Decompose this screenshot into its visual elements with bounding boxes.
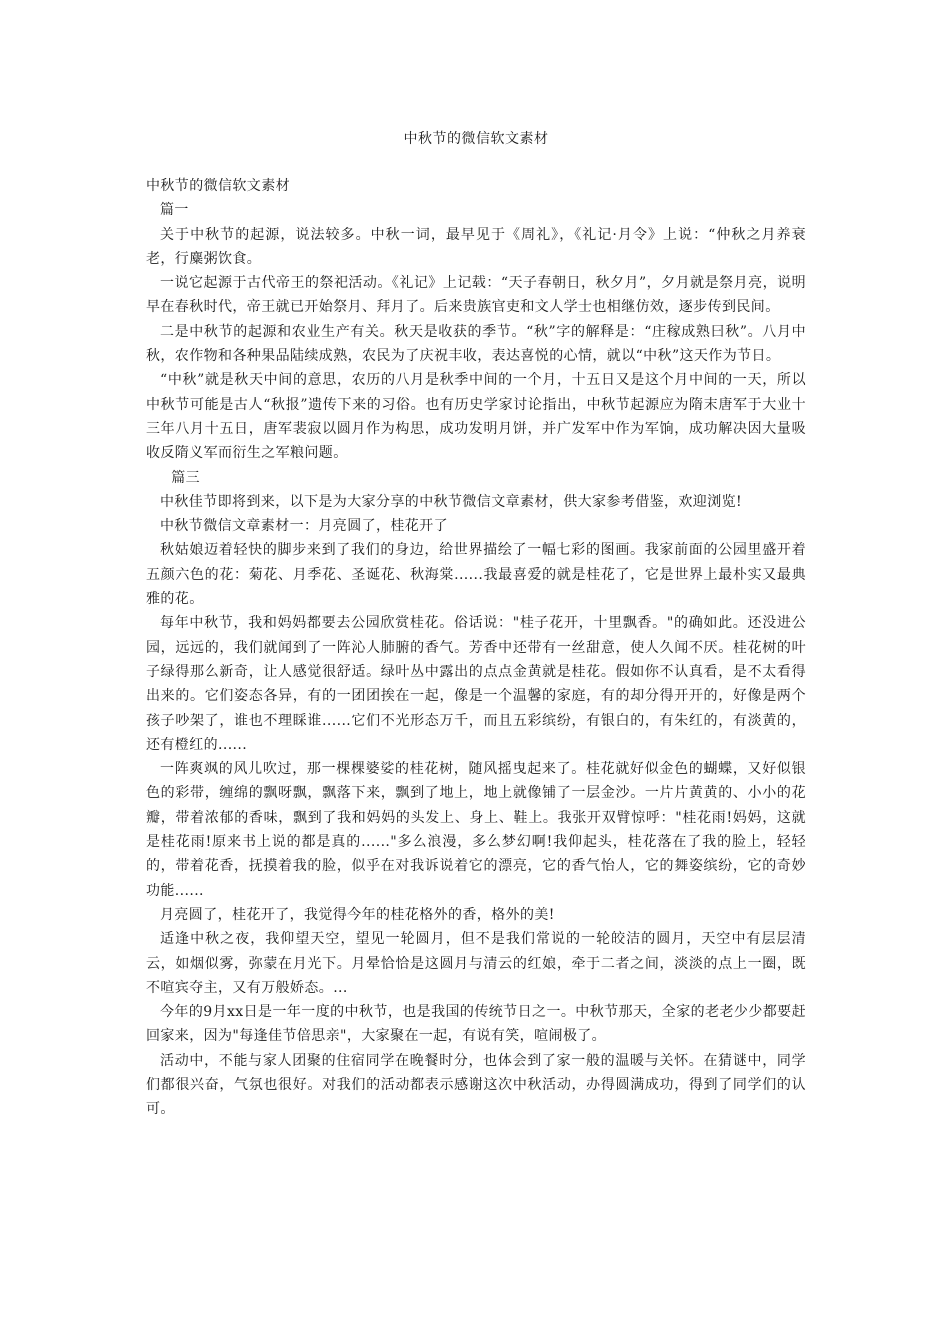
paragraph: 关于中秋节的起源，说法较多。中秋一词，最早见于《周礼》，《礼记·月令》上说：“仲秋之月养衰老，行麋粥饮食。 [146, 226, 806, 267]
paragraph-heading: 中秋节微信文章素材一：月亮圆了，桂花开了 [160, 518, 448, 535]
document-body [146, 174, 806, 1122]
paragraph: 二是中秋节的起源和农业生产有关。秋天是收获的季节。“秋”字的解释是：“庄稼成熟曰秋”。八月中秋，农作物和各种果品陆续成熟，农民为了庆祝丰收，表达喜悦的心情，就以“中秋”这天作为节日。 [146, 323, 806, 365]
paragraph: “中秋”就是秋天中间的意思，农历的八月是秋季中间的一个月，十五日又是这个月中间的一天，所以中秋节可能是古人“秋报”遗传下来的习俗。也有历史学家讨论指出，中秋节起源应为隋末唐军于大业十三年八月十五日，唐军裴寂以圆月作为构思，成功发明月饼，并广发军中作为军饷，成功解决因大量吸收反隋义军而衍生之军粮问题。 [146, 372, 806, 462]
paragraph: 秋姑娘迈着轻快的脚步来到了我们的身边，给世界描绘了一幅七彩的图画。我家前面的公园里盛开着五颜六色的花：菊花、月季花、圣诞花、秋海棠......我最喜爱的就是桂花了，它是世界上最朴实又最典雅的花。 [146, 542, 806, 608]
paragraph: 一说它起源于古代帝王的祭祀活动。《礼记》上记载：“天子春朝日，秋夕月”，夕月就是祭月亮，说明早在春秋时代，帝王就已开始祭月、拜月了。后来贵族官吏和文人学士也相继仿效，逐步传到民间。 [146, 275, 806, 316]
paragraph: 一阵爽飒的风儿吹过，那一棵棵婆娑的桂花树，随风摇曳起来了。桂花就好似金色的蝴蝶，又好似银色的彩带，缠绵的飘呀飘，飘落下来，飘到了地上，地上就像铺了一层金沙。一片片黄黄的、小小的花瓣，带着浓郁的香味，飘到了我和妈妈的头发上、身上、鞋上。我张开双臂惊呼："桂花雨!妈妈，这就是桂花雨!原来书上说的都是真的......"多么浪漫，多么梦幻啊!我仰起头，桂花落在了我的脸上，轻轻的，带着花香，抚摸着我的脸，似乎在对我诉说着它的漂亮，它的香气怡人，它的舞姿缤纷，它的奇妙功能...... [146, 761, 806, 899]
section-label-1: 篇一 [160, 202, 189, 219]
paragraph: 月亮圆了，桂花开了，我觉得今年的桂花格外的香，格外的美! [160, 906, 555, 923]
document-subtitle: 中秋节的微信软文素材 [146, 178, 290, 194]
paragraph: 今年的9月xx日是一年一度的中秋节，也是我国的传统节日之一。中秋节那天，全家的老老少少都要赶回家来，因为"每逢佳节倍思亲"，大家聚在一起，有说有笑，喧闹极了。 [146, 1004, 806, 1045]
paragraph: 每年中秋节，我和妈妈都要去公园欣赏桂花。俗话说："桂子花开，十里飘香。"的确如此。还没进公园，远远的，我们就闻到了一阵沁人肺腑的香气。芳香中还带有一丝甜意，使人久闻不厌。桂花树的叶子绿得那么新奇，让人感觉很舒适。绿叶丛中露出的点点金黄就是桂花。假如你不认真看，是不太看得出来的。它们姿态各异，有的一团团挨在一起，像是一个温馨的家庭，有的却分得开开的，好像是两个孩子吵架了，谁也不理睬谁......它们不光形态万千，而且五彩缤纷，有银白的，有朱红的，有淡黄的，还有橙红的...... [146, 615, 806, 753]
section-label-3: 篇三 [171, 469, 200, 486]
page-title: 中秋节的微信软文素材 [403, 131, 549, 147]
paragraph: 适逢中秋之夜，我仰望天空，望见一轮圆月，但不是我们常说的一轮皎洁的圆月，天空中有层层清云，如烟似雾，弥蒙在月光下。月晕恰恰是这圆月与清云的红娘，牵于二者之间，淡淡的点上一圈，既不喧宾夺主，又有万般娇态。... [146, 931, 806, 996]
paragraph: 活动中，不能与家人团聚的住宿同学在晚餐时分，也体会到了家一般的温暖与关怀。在猜谜中，同学们都很兴奋，气氛也很好。对我们的活动都表示感谢这次中秋活动，办得圆满成功，得到了同学们的认可。 [146, 1052, 806, 1118]
paragraph: 中秋佳节即将到来，以下是为大家分享的中秋节微信文章素材，供大家参考借鉴，欢迎浏览! [160, 493, 743, 510]
